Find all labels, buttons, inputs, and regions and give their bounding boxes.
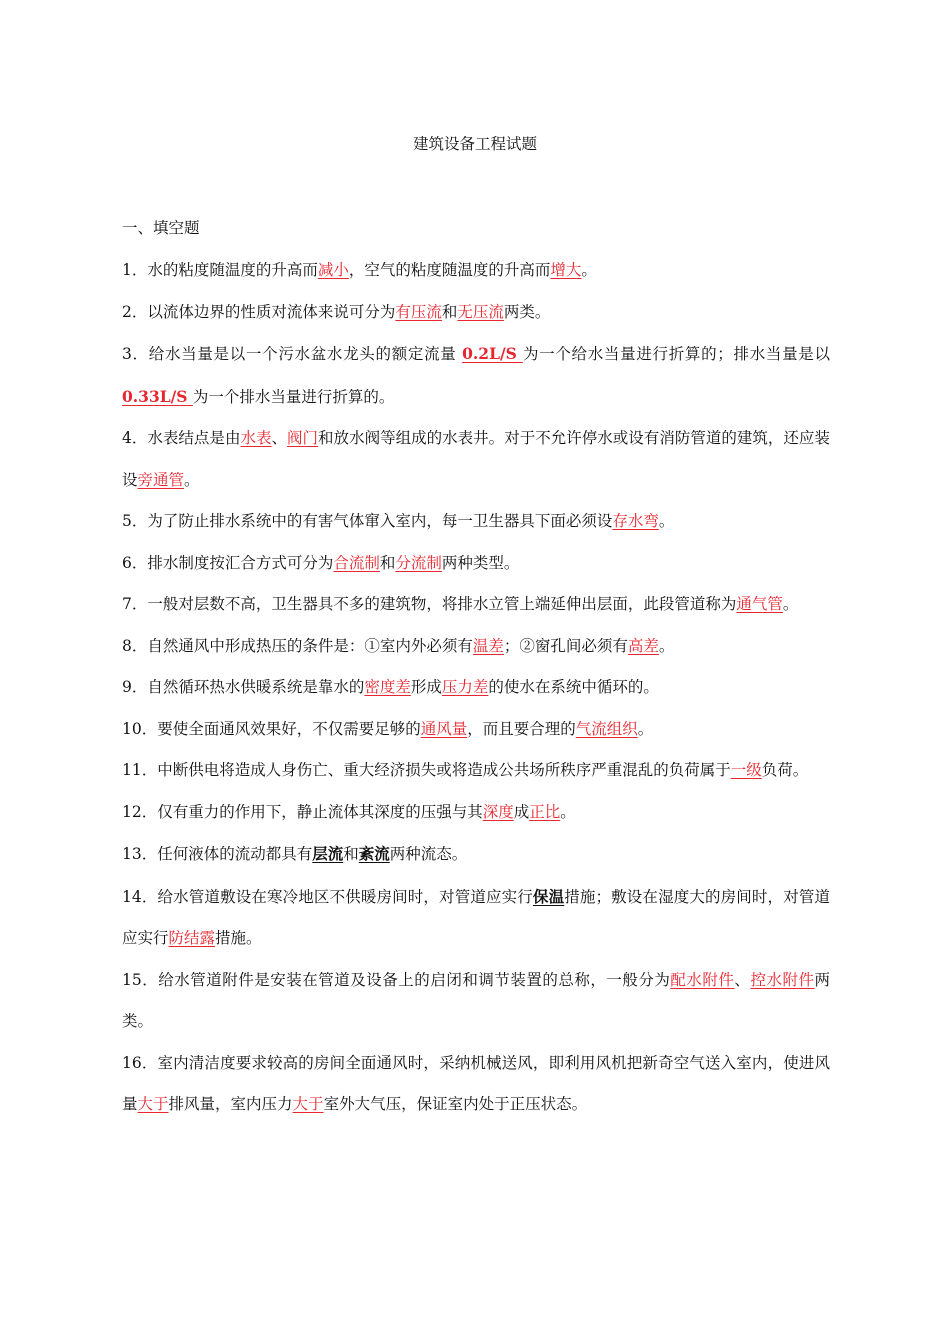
question-text: 。 [581,261,597,279]
answer-blank: 减小 [317,261,349,279]
answer-blank: 阀门 [287,429,319,447]
question-text: 2．以流体边界的性质对流体来说可分为 [122,302,396,321]
question-text: 两种流态。 [389,845,468,863]
question-text: 12．仅有重力的作用下，静止流体其深度的压强与其 [122,802,483,821]
question-item [122,667,830,709]
answer-blank: 水表 [240,429,272,447]
answer-blank: 压力差 [441,678,489,696]
question-item [122,1043,830,1126]
answer-blank: 密度差 [364,678,411,696]
question-item [122,543,830,585]
question-text: 16．室内清洁度要求较高的房间全面通风时，采纳机械送风，即利用风机把新奇空气送入室内，使进风量 [122,1053,830,1113]
answer-blank: 0.33L/S [122,386,193,406]
answer-blank: 层流 [312,844,344,863]
question-text: 和 [379,553,396,572]
answer-blank: 增大 [550,261,582,279]
answer-blank: 合流制 [333,553,380,572]
question-text: 9．自然循环热水供暖系统是靠水的 [122,678,365,696]
answer-blank: 通风量 [420,719,468,738]
question-item [122,333,830,418]
question-list [122,250,830,1126]
answer-blank: 通气管 [736,595,783,613]
question-item [122,833,830,876]
question-text: 7．一般对层数不高，卫生器具不多的建筑物，将排水立管上端延伸出层面，此段管道称为 [122,595,737,613]
answer-blank: 无压流 [457,302,504,321]
question-text: 措施；敷设在湿度大的房间时，对管道应实行 [122,887,830,947]
question-text: 两种类型。 [441,553,520,572]
answer-blank: 深度 [482,802,514,821]
answer-blank: 防结露 [168,929,216,947]
answer-blank: 正比 [529,802,561,821]
question-text: 形成 [410,678,442,696]
question-text: 措施。 [215,929,262,947]
answer-blank: 存水弯 [612,512,659,530]
question-text: 室外大气压，保证室内处于正压状态。 [323,1095,588,1113]
question-item [122,418,830,501]
answer-blank: 气流组织 [575,719,638,738]
question-item [122,584,830,626]
question-text: 两类。 [122,970,830,1030]
question-text: 。 [560,802,576,821]
question-text: 。 [637,719,654,738]
question-text: 。 [658,636,675,655]
answer-blank: 保温 [532,886,565,906]
answer-blank: 旁通管 [137,470,185,489]
question-text: 11．中断供电将造成人身伤亡、重大经济损失或将造成公共场所秩序严重混乱的负荷属于 [122,761,731,779]
question-item [122,792,830,834]
question-text: 、 [734,970,751,989]
answer-blank: 有压流 [395,302,442,321]
question-text: 的使水在系统中循环的。 [488,678,659,696]
answer-blank: 一级 [730,761,762,779]
question-text: 为一个给水当量进行折算的；排水当量是以 [522,345,830,363]
question-text: 。 [782,595,799,613]
question-text: 8．自然通风中形成热压的条件是：①室内外必须有 [122,636,473,655]
question-text: 1．水的粘度随温度的升高而 [122,261,318,279]
question-text: 6．排水制度按汇合方式可分为 [122,553,334,572]
question-item [122,876,830,960]
question-item [122,750,830,792]
question-text: ，空气的粘度随温度的升高而 [348,261,551,279]
answer-blank: 温差 [472,636,504,655]
question-text: ；②窗孔间必须有 [503,636,628,655]
section-heading: 一、填空题 [122,219,200,237]
question-text: 13．任何液体的流动都具有 [122,845,313,863]
question-item [122,292,830,334]
answer-blank: 0.2L/S [462,344,523,363]
question-text: 负荷。 [761,761,809,779]
question-item [122,626,830,668]
question-text: 10．要使全面通风效果好，不仅需要足够的 [122,719,421,738]
question-item [122,250,830,292]
question-text: 15．给水管道附件是安装在管道及设备上的启闭和调节装置的总称，一般分为 [122,970,671,989]
question-text: 两类。 [503,302,551,321]
answer-blank: 大于 [137,1095,169,1113]
question-text: 、 [271,429,288,447]
question-text: 。 [658,512,675,530]
question-text: 排风量，室内压力 [168,1095,293,1113]
question-text: 和 [441,302,458,321]
question-text: 为一个排水当量进行折算的。 [192,387,395,406]
question-text: 和放水阀等组成的水表井。对于不允许停水或设有消防管道的建筑，还应装设 [122,429,830,489]
question-text: 3．给水当量是以一个污水盆水龙头的额定流量 [122,345,463,363]
answer-blank: 配水附件 [670,970,735,989]
answer-blank: 大于 [292,1095,324,1113]
answer-blank: 高差 [627,636,659,655]
question-item [122,709,830,751]
question-text: 和 [343,845,359,863]
answer-blank: 分流制 [395,553,442,572]
question-text: ，而且要合理的 [467,719,576,738]
question-item [122,960,830,1043]
answer-blank: 紊流 [358,844,390,863]
answer-blank: 控水附件 [750,970,815,989]
question-text: 成 [513,802,530,821]
question-text: 14．给水管道敷设在寒冷地区不供暖房间时，对管道应实行 [122,887,533,906]
question-text: 。 [184,470,200,489]
question-item [122,501,830,543]
question-text: 4．水表结点是由 [122,429,241,447]
question-text: 5．为了防止排水系统中的有害气体窜入室内，每一卫生器具下面必须设 [122,512,613,530]
document-title: 建筑设备工程试题 [412,135,537,153]
